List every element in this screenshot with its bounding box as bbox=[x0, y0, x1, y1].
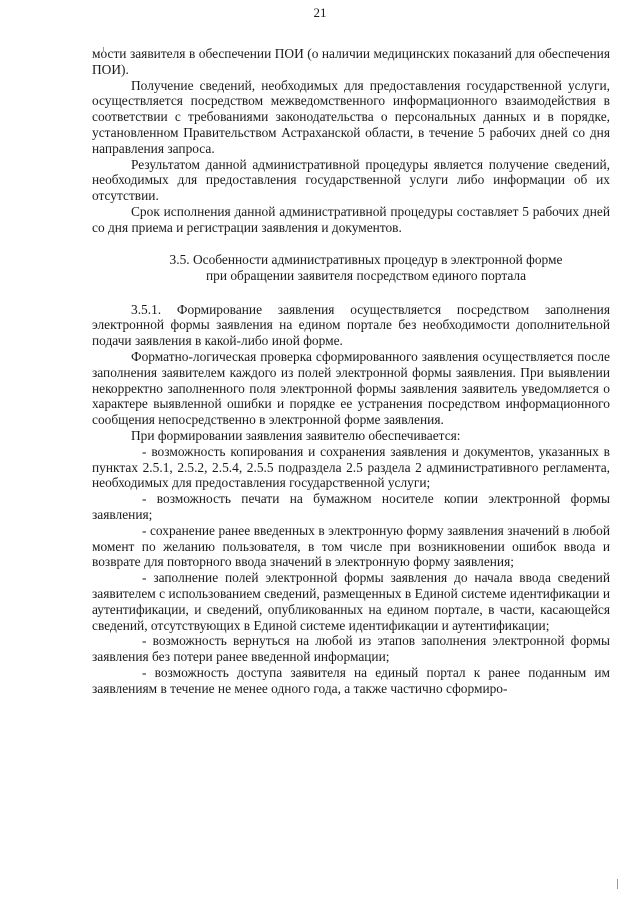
paragraph-interagency: Получение сведений, необходимых для предоставления государственной услуги, осуществляется посредством межведомственного информационного взаимодействия в соответствии с требованиями законодательства о персональных данных и в порядке, установленном Правительством Астраханской области, в течение 5 рабочих дней со дня направления запроса. bbox=[92, 77, 610, 156]
page-number: 21 bbox=[313, 5, 327, 20]
list-item-save: - сохранение ранее введенных в электронную форму заявления значений в любой момент по желанию пользователя, в том числе при возникновении ошибок ввода и возврате для повторного ввода значений в электронную форму заявления; bbox=[92, 522, 610, 570]
paragraph-continuation: мости заявителя в обеспечении ПОИ (о наличии медицинских показаний для обеспечения ПОИ). bbox=[92, 46, 610, 77]
list-item-return: - возможность вернуться на любой из этапов заполнения электронной формы заявления без потери ранее введенной информации; bbox=[92, 633, 610, 665]
paragraph-format-check: Форматно-логическая проверка сформированного заявления осуществляется после заполнения заявителем каждого из полей электронной формы заявления. При выявлении некорректно заполненного поля электронной формы заявления заявитель уведомляется о характере выявленной ошибки и порядке ее устранения посредством информационного сообщения непосредственно в электронной форме заявления. bbox=[92, 348, 610, 428]
paragraph-result: Результатом данной административной процедуры является получение сведений, необходимых для предоставления государственной услуги либо информации об их отсутствии. bbox=[92, 156, 610, 204]
section-heading bbox=[122, 252, 610, 284]
section-heading-line-2: при обращении заявителя посредством единого портала bbox=[205, 267, 527, 283]
list-item-access: - возможность доступа заявителя на единый портал к ранее поданным им заявлениям в течение не менее одного года, а также частично сформиро- bbox=[92, 664, 610, 696]
list-item-autofill: - заполнение полей электронной формы заявления до начала ввода сведений заявителем с использованием сведений, размещенных в Единой системе идентификации и аутентификации, и сведений, опубликованных на едином портале, в части, касающейся сведений, отсутствующих в Единой системе идентификации и аутентификации; bbox=[92, 570, 610, 633]
paragraph-3-5-1: 3.5.1. Формирование заявления осуществляется посредством заполнения электронной формы заявления на едином портале без необходимости дополнительной подачи заявления в какой-либо иной форме. bbox=[92, 301, 610, 349]
section-heading-line-1: 3.5. Особенности административных процедур в электронной форме bbox=[169, 251, 563, 267]
paragraph-term: Срок исполнения данной административной процедуры составляет 5 рабочих дней со дня приема и регистрации заявления и документов. bbox=[92, 203, 610, 235]
paragraph-list-intro: При формировании заявления заявителю обеспечивается: bbox=[131, 427, 461, 443]
list-item-print: - возможность печати на бумажном носителе копии электронной формы заявления; bbox=[92, 491, 610, 522]
list-item-copy: - возможность копирования и сохранения заявления и документов, указанных в пунктах 2.5.1, 2.5.2, 2.5.4, 2.5.5 подраздела 2.5 раздела 2 административного регламента, необходимых для предоставления государственной услуги; bbox=[92, 443, 610, 491]
margin-mark bbox=[617, 879, 618, 889]
document-body bbox=[92, 46, 610, 696]
